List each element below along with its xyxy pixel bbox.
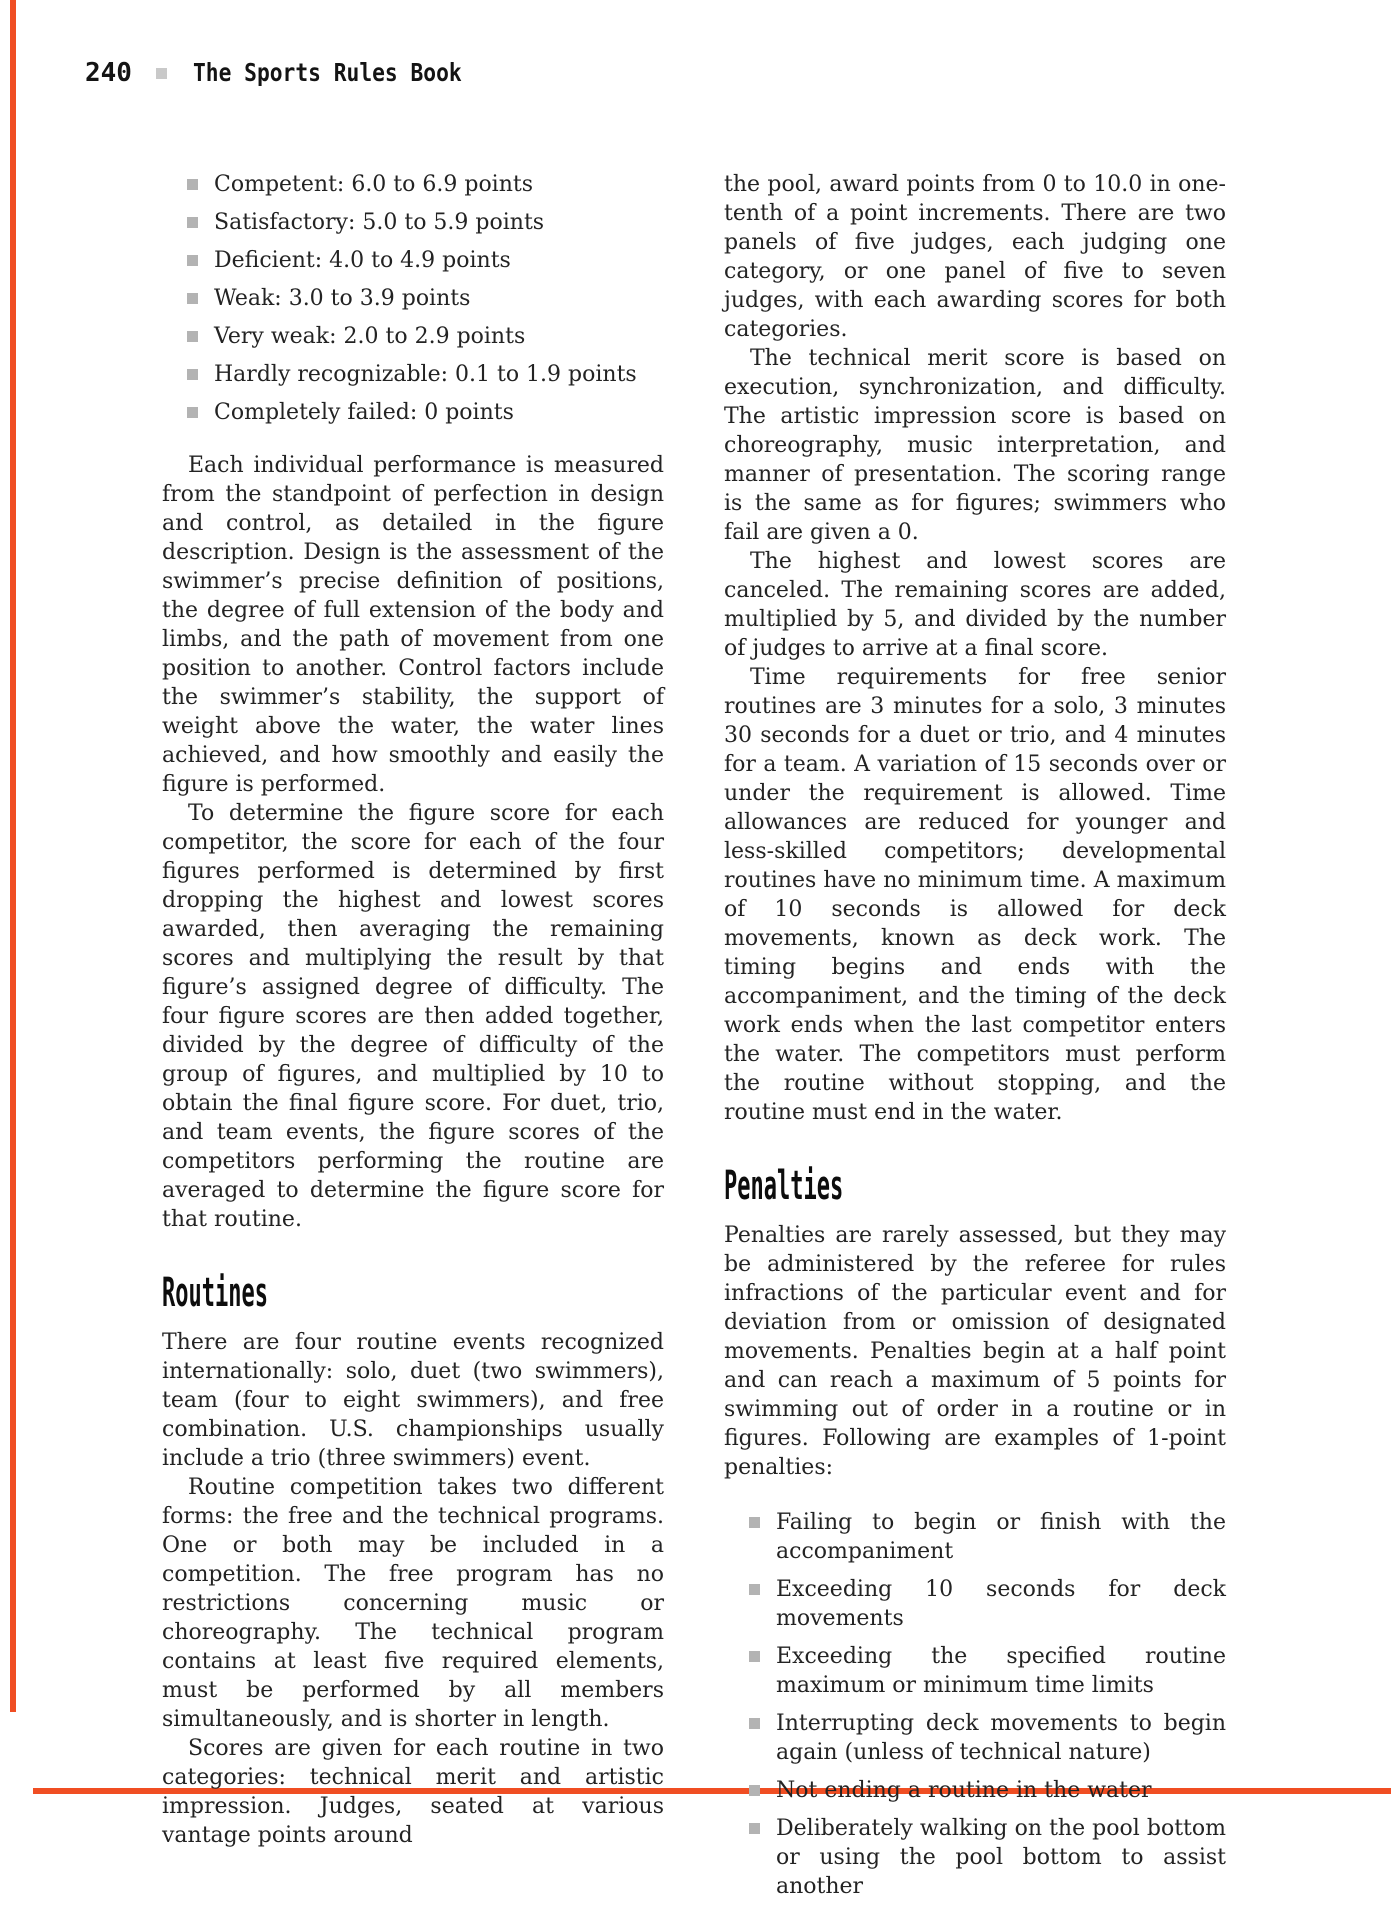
bullet-square-icon (187, 369, 198, 380)
bullet-square-icon (187, 179, 198, 190)
penalty-list (724, 1508, 1226, 1901)
left-accent-rule (10, 0, 16, 1712)
list-item-text: Failing to begin or finish with the accompaniment (776, 1510, 1226, 1564)
list-item (162, 398, 664, 427)
list-item (162, 246, 664, 275)
left-column (162, 170, 664, 1910)
paragraph: Routine competition takes two different forms: the free and the technical programs. One or both may be included in a competition. The free program has no restrictions concerning music or choreography. The technical program contains at least five required elements, must be performed by all members simultaneously, and is shorter in length. (162, 1475, 664, 1732)
bullet-square-icon (749, 1823, 760, 1834)
section-heading-routines: Routines (162, 1270, 268, 1316)
bullet-square-icon (187, 255, 198, 266)
bullet-square-icon (187, 217, 198, 228)
paragraph: Time requirements for free senior routines are 3 minutes for a solo, 3 minutes 30 seconds for a duet or trio, and 4 minutes for a team. A variation of 15 seconds over or under the requirement is allowed. Time allowances are reduced for younger and less-skilled competitors; developmental routines have no minimum time. A maximum of 10 seconds is allowed for deck movements, known as deck work. The timing begins and ends with the accompaniment, and the timing of the deck work ends when the last competitor enters the water. The competitors must perform the routine without stopping, and the routine must end in the water. (724, 665, 1226, 1125)
paragraph: Each individual performance is measured from the standpoint of perfection in design and control, as detailed in the figure description. Design is the assessment of the swimmer’s precise definition of positions, the degree of full extension of the body and limbs, and the path of movement from one position to another. Control factors include the swimmer’s stability, the support of weight above the water, the water lines achieved, and how smoothly and easily the figure is performed. (162, 453, 664, 797)
list-item-text: Exceeding 10 seconds for deck movements (776, 1577, 1226, 1631)
bullet-square-icon (187, 407, 198, 418)
section-heading-penalties: Penalties (724, 1163, 844, 1209)
list-item-text: Deliberately walking on the pool bottom or using the pool bottom to assist another (776, 1816, 1226, 1899)
bullet-square-icon (749, 1651, 760, 1662)
list-item (162, 322, 664, 351)
paragraph: the pool, award points from 0 to 10.0 in one-tenth of a point increments. There are two panels of five judges, each judging one category, or one panel of five to seven judges, with each awarding scores for both categories. (724, 172, 1226, 342)
paragraph: Penalties are rarely assessed, but they may be administered by the referee for rules infractions of the particular event and for deviation from or omission of designated movements. Penalties begin at a half point and can reach a maximum of 5 points for swimming out of order in a routine or in figures. Following are examples of 1-point penalties: (724, 1223, 1226, 1480)
list-item (162, 284, 664, 313)
list-item-text: Completely failed: 0 points (214, 400, 514, 425)
list-item-text: Satisfactory: 5.0 to 5.9 points (214, 210, 545, 235)
paragraph: There are four routine events recognized internationally: solo, duet (two swimmers), team (four to eight swimmers), and free combination. U.S. championships usually include a trio (three swimmers) event. (162, 1330, 664, 1471)
bullet-square-icon (749, 1785, 760, 1796)
list-item (724, 1814, 1226, 1901)
right-column (724, 170, 1226, 1910)
bullet-square-icon (187, 293, 198, 304)
figure-rating-list (162, 170, 664, 427)
list-item (162, 360, 664, 389)
list-item (724, 1709, 1226, 1767)
list-item-text: Very weak: 2.0 to 2.9 points (214, 324, 526, 349)
list-item-text: Competent: 6.0 to 6.9 points (214, 172, 534, 197)
header-separator-square-icon (156, 68, 167, 79)
list-item (162, 208, 664, 237)
list-item (724, 1575, 1226, 1633)
paragraph: To determine the figure score for each competitor, the score for each of the four figures performed is determined by first dropping the highest and lowest scores awarded, then averaging the remaining scores and multiplying the result by that figure’s assigned degree of difficulty. The four figure scores are then added together, divided by the degree of difficulty of the group of figures, and multiplied by 10 to obtain the final figure score. For duet, trio, and team events, the figure scores of the competitors performing the routine are averaged to determine the figure score for that routine. (162, 801, 664, 1232)
paragraph: The technical merit score is based on execution, synchronization, and difficulty. The artistic impression score is based on choreography, music interpretation, and manner of presentation. The scoring range is the same as for figures; swimmers who fail are given a 0. (724, 346, 1226, 545)
list-item (724, 1776, 1226, 1805)
bullet-square-icon (749, 1584, 760, 1595)
list-item-text: Exceeding the specified routine maximum or minimum time limits (776, 1644, 1226, 1698)
book-title: The Sports Rules Book (192, 58, 462, 87)
list-item (724, 1642, 1226, 1700)
running-header (85, 60, 509, 86)
page-content (162, 170, 1226, 1910)
list-item-text: Hardly recognizable: 0.1 to 1.9 points (214, 362, 637, 387)
paragraph: The highest and lowest scores are canceled. The remaining scores are added, multiplied by 5, and divided by the number of judges to arrive at a final score. (724, 549, 1226, 661)
list-item-text: Not ending a routine in the water (776, 1778, 1152, 1803)
list-item (162, 170, 664, 199)
bullet-square-icon (187, 331, 198, 342)
bullet-square-icon (749, 1718, 760, 1729)
list-item-text: Deficient: 4.0 to 4.9 points (214, 248, 511, 273)
list-item-text: Weak: 3.0 to 3.9 points (214, 286, 471, 311)
list-item (724, 1508, 1226, 1566)
page-number: 240 (85, 58, 132, 88)
list-item-text: Interrupting deck movements to begin again (unless of technical nature) (776, 1711, 1226, 1765)
paragraph: Scores are given for each routine in two categories: technical merit and artistic impression. Judges, seated at various vantage points around (162, 1736, 664, 1848)
bullet-square-icon (749, 1517, 760, 1528)
